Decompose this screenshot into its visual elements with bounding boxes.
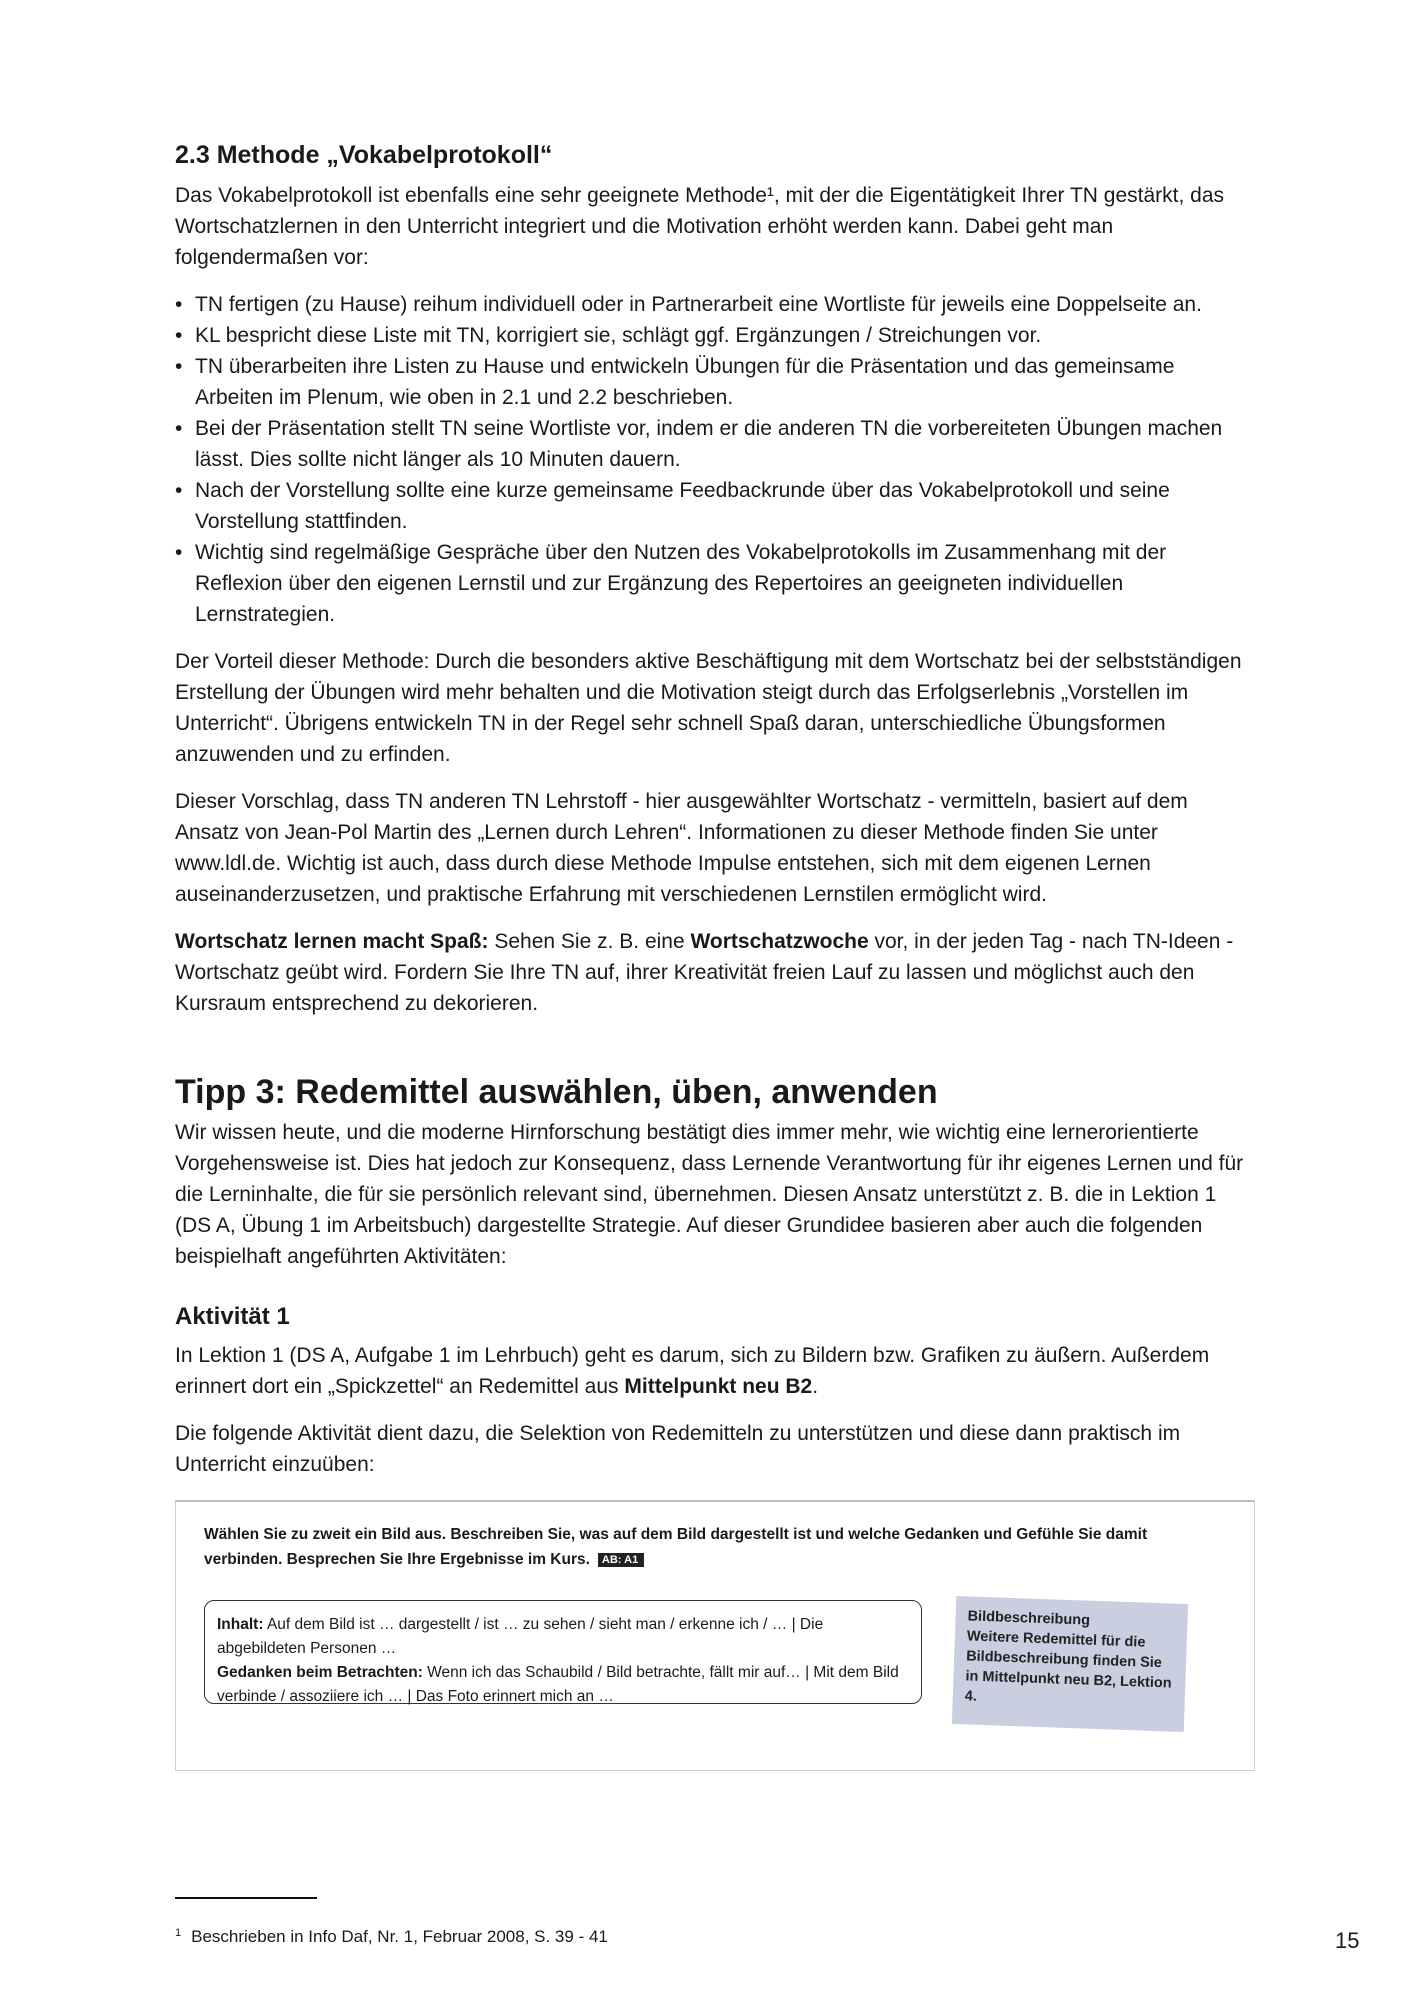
note-text: Weitere Redemittel für die Bildbeschreibung finden Sie in Mittelpunkt neu B2, Lektion 4. [964,1628,1172,1705]
main-content [175,140,1255,1771]
fun-paragraph: Wortschatz lernen macht Spaß: Sehen Sie z. B. eine Wortschatzwoche vor, in der jeden Tag - nach TN-Ideen - Wortschatz geübt wird. Fordern Sie Ihre TN auf, ihrer Kreativität freien Lauf zu lassen und möglichst auch den Kursraum entsprechend zu dekorieren. [175,930,1234,1015]
exercise-instruction: Wählen Sie zu zweit ein Bild aus. Beschreiben Sie, was auf dem Bild dargestellt ist und welche Gedanken und Gefühle Sie damit verbinden. Besprechen Sie Ihre Ergebnisse im Kurs. AB: A1 [204,1526,1148,1568]
note-title: Bildbeschreibung [967,1608,1091,1629]
footnote-divider [175,1897,317,1899]
tipp-heading: Tipp 3: Redemittel auswählen, üben, anwenden [175,1073,938,1111]
activity-paragraph-1: In Lektion 1 (DS A, Aufgabe 1 im Lehrbuch) geht es darum, sich zu Bildern bzw. Grafiken zu äußern. Außerdem erinnert dort ein „Spickzettel“ an Redemittel aus Mittelpunkt neu B2. [175,1344,1210,1398]
activity-heading: Aktivität 1 [175,1303,290,1330]
thought-phrases: Gedanken beim Betrachten: Wenn ich das Schaubild / Bild betrachte, fällt mir auf… | Mit dem Bild verbinde / assoziiere ich … | Das Foto erinnert mich an … [217,1664,899,1705]
list-item: • Nach der Vorstellung sollte eine kurze gemeinsame Feedbackrunde über das Vokabelprotokoll und seine Vorstellung stattfinden. [175,479,1170,533]
sticky-note [952,1596,1188,1732]
section-heading-vokabelprotokoll: 2.3 Methode „Vokabelprotokoll“ [175,141,553,169]
page-number: 15 [1335,1928,1360,1953]
workbook-reference-badge: AB: A1 [598,1553,644,1567]
list-item: • TN fertigen (zu Hause) reihum individuell oder in Partnerarbeit eine Wortliste für jeweils eine Doppelseite an. [175,293,1202,316]
advantage-paragraph: Der Vorteil dieser Methode: Durch die besonders aktive Beschäftigung mit dem Wortschatz bei der selbstständigen Erstellung der Übungen wird mehr behalten und die Motivation steigt durch das Erfolgserlebnis „Vorstellen im Unterricht“. Übrigens entwickeln TN in der Regel sehr schnell Spaß daran, unterschiedliche Übungsformen anzuwenden und zu erfinden. [175,650,1242,766]
exercise-box [175,1500,1255,1771]
phrase-box [204,1600,922,1704]
list-item: • KL bespricht diese Liste mit TN, korrigiert sie, schlägt ggf. Ergänzungen / Streichungen vor. [175,324,1042,347]
list-item: • Wichtig sind regelmäßige Gespräche über den Nutzen des Vokabelprotokolls im Zusammenhang mit der Reflexion über den eigenen Lernstil und zur Ergänzung des Repertoires an geeigneten individuellen Lernstrategien. [175,541,1167,626]
list-item: • TN überarbeiten ihre Listen zu Hause und entwickeln Übungen für die Präsentation und das gemeinsame Arbeiten im Plenum, wie oben in 2.1 und 2.2 beschrieben. [175,355,1175,409]
footnote: $^1$ Beschrieben in Info Daf, Nr. 1, Februar 2008, S. 39 - 41 [175,1927,608,1946]
tipp-intro: Wir wissen heute, und die moderne Hirnforschung bestätigt dies immer mehr, wie wichtig eine lernerorientierte Vorgehensweise ist. Dies hat jedoch zur Konsequenz, dass Lernende Verantwortung für ihr eigenes Lernen und für die Lerninhalte, die für sie persönlich relevant sind, übernehmen. Diesen Ansatz unterstützt z. B. die in Lektion 1 (DS A, Übung 1 im Arbeitsbuch) dargestellte Strategie. Auf dieser Grundidee basieren aber auch die folgenden beispielhaft angeführten Aktivitäten: [175,1121,1244,1268]
content-phrases: Inhalt: Auf dem Bild ist … dargestellt / ist … zu sehen / sieht man / erkenne ich / … | Die abgebildeten Personen … [217,1616,824,1657]
section-intro: Das Vokabelprotokoll ist ebenfalls eine sehr geeignete Methode¹, mit der die Eigentätigkeit Ihrer TN gestärkt, das Wortschatzlernen in den Unterricht integriert und die Motivation erhöht werden kann. Dabei geht man folgendermaßen vor: [175,184,1225,269]
list-item: • Bei der Präsentation stellt TN seine Wortliste vor, indem er die anderen TN die vorbereiteten Übungen machen lässt. Dies sollte nicht länger als 10 Minuten dauern. [175,417,1223,471]
method-steps-list [175,289,1255,630]
activity-paragraph-2: Die folgende Aktivität dient dazu, die Selektion von Redemitteln zu unterstützen und diese dann praktisch im Unterricht einzuüben: [175,1422,1181,1476]
proposal-paragraph: Dieser Vorschlag, dass TN anderen TN Lehrstoff - hier ausgewählter Wortschatz - vermitteln, basiert auf dem Ansatz von Jean-Pol Martin des „Lernen durch Lehren“. Informationen zu dieser Methode finden Sie unter www.ldl.de. Wichtig ist auch, dass durch diese Methode Impulse entstehen, sich mit dem eigenen Lernen auseinanderzusetzen, und praktische Erfahrung mit verschiedenen Lernstilen ermöglicht wird. [175,790,1188,906]
